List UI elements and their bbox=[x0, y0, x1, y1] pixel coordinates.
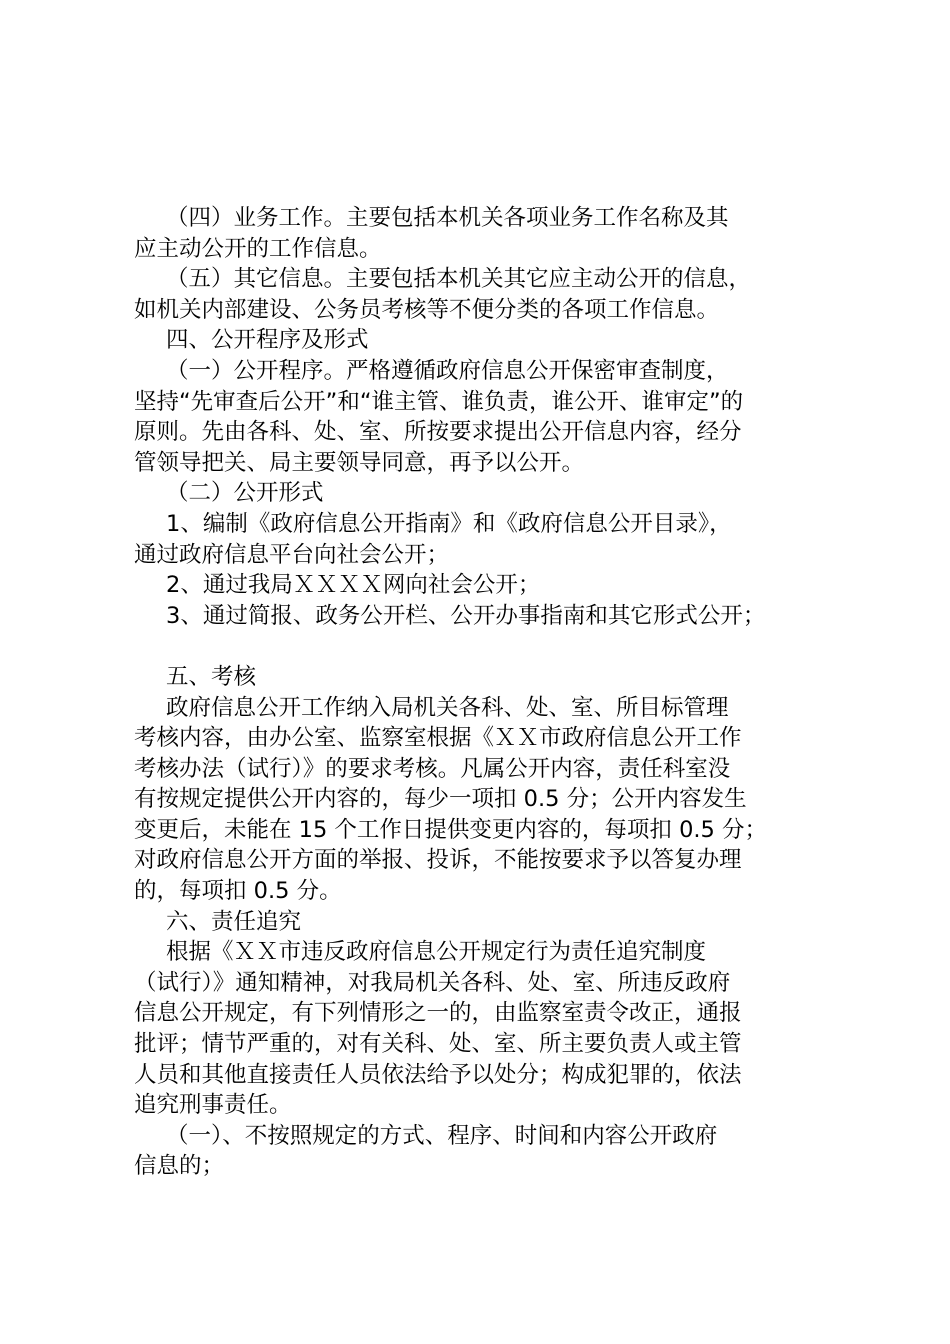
paragraph-line: 考核办法（试行）》的要求考核。凡属公开内容，责任科室没 bbox=[134, 755, 731, 782]
list-item: 3、通过简报、政务公开栏、公开办事指南和其它形式公开； bbox=[166, 602, 766, 629]
paragraph-line: 应主动公开的工作信息。 bbox=[134, 235, 382, 262]
paragraph-line: （四）业务工作。主要包括本机关各项业务工作名称及其 bbox=[166, 205, 729, 231]
subsection-heading: （二）公开形式 bbox=[166, 480, 324, 507]
paragraph-line: （一）公开程序。严格遵循政府信息公开保密审查制度， bbox=[166, 357, 729, 384]
paragraph-line: 如机关内部建设、公务员考核等不便分类的各项工作信息。 bbox=[134, 296, 720, 323]
paragraph-line: 考核内容，由办公室、监察室根据《ＸＸ市政府信息公开工作 bbox=[134, 725, 742, 752]
blank-line bbox=[134, 631, 834, 662]
section-heading: 五、考核 bbox=[166, 663, 257, 690]
paragraph-line: 根据《ＸＸ市违反政府信息公开规定行为责任追究制度 bbox=[166, 939, 707, 966]
paragraph-line: 信息公开规定，有下列情形之一的，由监察室责令改正，通报 bbox=[134, 1000, 742, 1027]
section-heading: 六、责任追究 bbox=[166, 908, 302, 935]
paragraph-line: 追究刑事责任。 bbox=[134, 1092, 292, 1119]
section-heading: 四、公开程序及形式 bbox=[166, 327, 369, 354]
document-body bbox=[134, 203, 834, 1182]
paragraph-line: （五）其它信息。主要包括本机关其它应主动公开的信息， bbox=[166, 266, 752, 293]
list-item: 1、编制《政府信息公开指南》和《政府信息公开目录》， bbox=[166, 510, 732, 537]
paragraph-line: （一）、不按照规定的方式、程序、时间和内容公开政府 bbox=[166, 1122, 718, 1149]
paragraph-line: 变更后，未能在 15 个工作日提供变更内容的，每项扣 0.5 分； bbox=[134, 816, 768, 843]
paragraph-line: 原则。先由各科、处、室、所按要求提出公开信息内容，经分 bbox=[134, 419, 742, 446]
paragraph-line: 的，每项扣 0.5 分。 bbox=[134, 878, 342, 905]
paragraph-line: 坚持“先审查后公开”和“谁主管、谁负责，谁公开、谁审定”的 bbox=[134, 388, 744, 415]
paragraph-line: 人员和其他直接责任人员依法给予以处分；构成犯罪的，依法 bbox=[134, 1061, 742, 1088]
paragraph-line: 政府信息公开工作纳入局机关各科、处、室、所目标管理 bbox=[166, 694, 729, 721]
paragraph-line: 对政府信息公开方面的举报、投诉，不能按要求予以答复办理 bbox=[134, 847, 742, 874]
list-item: 2、通过我局ＸＸＸＸ网向社会公开； bbox=[166, 572, 541, 599]
paragraph-line: 信息的； bbox=[134, 1153, 225, 1180]
paragraph-line: 管领导把关、局主要领导同意，再予以公开。 bbox=[134, 449, 585, 476]
paragraph-line: （试行）》通知精神，对我局机关各科、处、室、所违反政府 bbox=[134, 969, 731, 996]
paragraph-line: 有按规定提供公开内容的，每少一项扣 0.5 分；公开内容发生 bbox=[134, 786, 747, 813]
paragraph-line: 批评；情节严重的，对有关科、处、室、所主要负责人或主管 bbox=[134, 1031, 742, 1058]
list-item-continuation: 通过政府信息平台向社会公开； bbox=[134, 541, 450, 568]
